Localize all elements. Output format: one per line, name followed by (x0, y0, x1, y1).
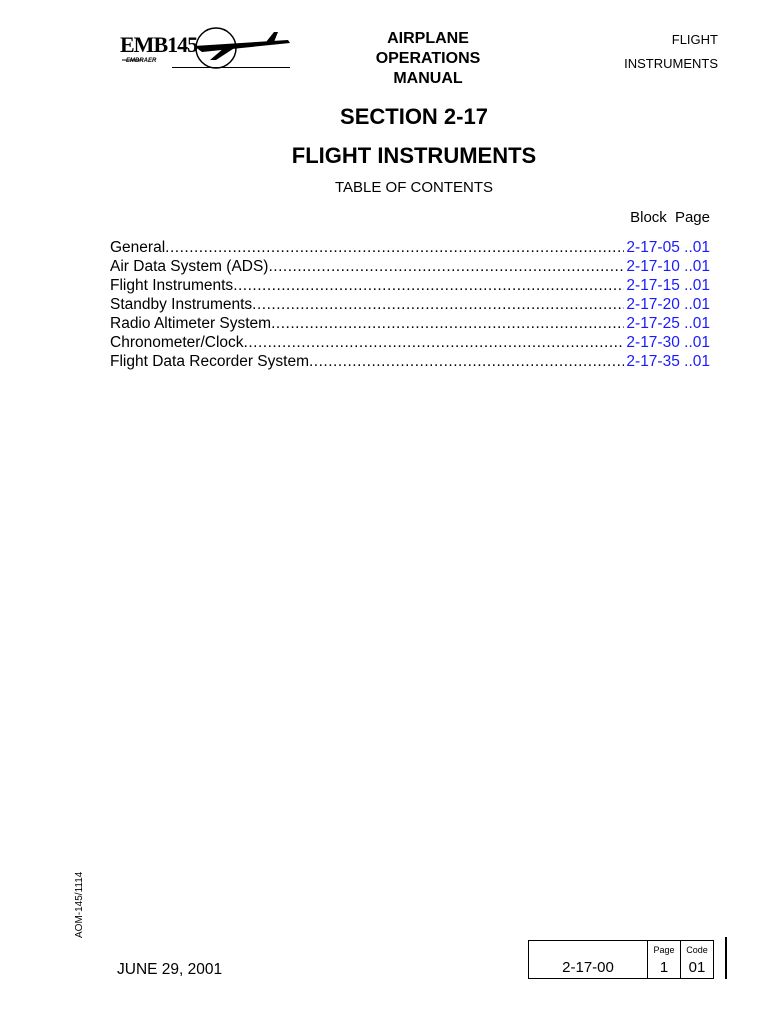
toc-leader-dots (309, 352, 624, 371)
toc-heading: TABLE OF CONTENTS (334, 179, 494, 196)
document-code: AOM-145/1114 (74, 871, 85, 938)
manual-title-line: MANUAL (393, 70, 463, 87)
toc-entry-ref-link[interactable]: 2-17-20 ..01 (626, 296, 710, 313)
toc-leader-dots (271, 314, 624, 333)
toc-entry-ref-link[interactable]: 2-17-25 ..01 (626, 315, 710, 332)
footer-block-value: 2-17-00 (562, 959, 614, 976)
toc-entry-ref-link[interactable]: 2-17-10 ..01 (626, 258, 710, 275)
toc-entry[interactable] (110, 257, 710, 276)
toc-leader-dots (165, 238, 624, 257)
footer-code-cell (681, 941, 713, 978)
toc-entry-label: Chronometer/Clock (110, 334, 244, 351)
manual-title (330, 29, 526, 89)
toc-entry-ref-link[interactable]: 2-17-15 ..01 (626, 277, 710, 294)
toc-entry[interactable] (110, 314, 710, 333)
toc-entry-ref-link[interactable]: 2-17-30 ..01 (626, 334, 710, 351)
footer-page-value: 1 (659, 959, 669, 976)
toc-entry[interactable] (110, 352, 710, 371)
section-name: FLIGHT INSTRUMENTS (291, 143, 537, 168)
section-number: SECTION 2-17 (340, 104, 488, 129)
embraer-logo (112, 26, 292, 74)
table-of-contents (110, 238, 710, 371)
toc-leader-dots (233, 276, 624, 295)
toc-entry-label: Standby Instruments (110, 296, 253, 313)
footer-block-cell (529, 941, 648, 978)
footer-code-label: Code (686, 945, 708, 955)
logo-text: EMB145 (120, 32, 198, 57)
toc-entry-ref-link[interactable]: 2-17-35 ..01 (626, 353, 710, 370)
toc-leader-dots (244, 333, 625, 352)
footer-page-label: Page (653, 945, 675, 955)
logo-subtext: EMBRAER (126, 58, 157, 64)
footer-page-cell (648, 941, 681, 978)
toc-entry[interactable] (110, 276, 710, 295)
toc-entry-label: Flight Data Recorder System (110, 353, 309, 370)
manual-title-line: AIRPLANE (387, 30, 469, 47)
toc-entry-ref-link[interactable]: 2-17-05 ..01 (626, 239, 710, 256)
section-tag-line: INSTRUMENTS (624, 56, 718, 71)
footer-date: JUNE 29, 2001 (117, 961, 223, 978)
toc-leader-dots (268, 257, 624, 276)
toc-entry[interactable] (110, 333, 710, 352)
footer-page-box (528, 940, 714, 979)
section-tag-line: FLIGHT (671, 32, 718, 47)
footer-code-value: 01 (688, 959, 706, 976)
toc-entry-label: General (110, 239, 166, 256)
toc-entry-label: Air Data System (ADS) (110, 258, 269, 275)
toc-leader-dots (252, 295, 624, 314)
logo-underline (172, 67, 290, 68)
toc-entry[interactable] (110, 295, 710, 314)
section-tag (624, 28, 718, 76)
manual-title-line: OPERATIONS (375, 50, 481, 67)
toc-column-headers: Block Page (630, 209, 710, 226)
toc-entry[interactable] (110, 238, 710, 257)
toc-entry-label: Flight Instruments (110, 277, 234, 294)
revision-change-bar (725, 937, 727, 979)
toc-entry-label: Radio Altimeter System (110, 315, 272, 332)
